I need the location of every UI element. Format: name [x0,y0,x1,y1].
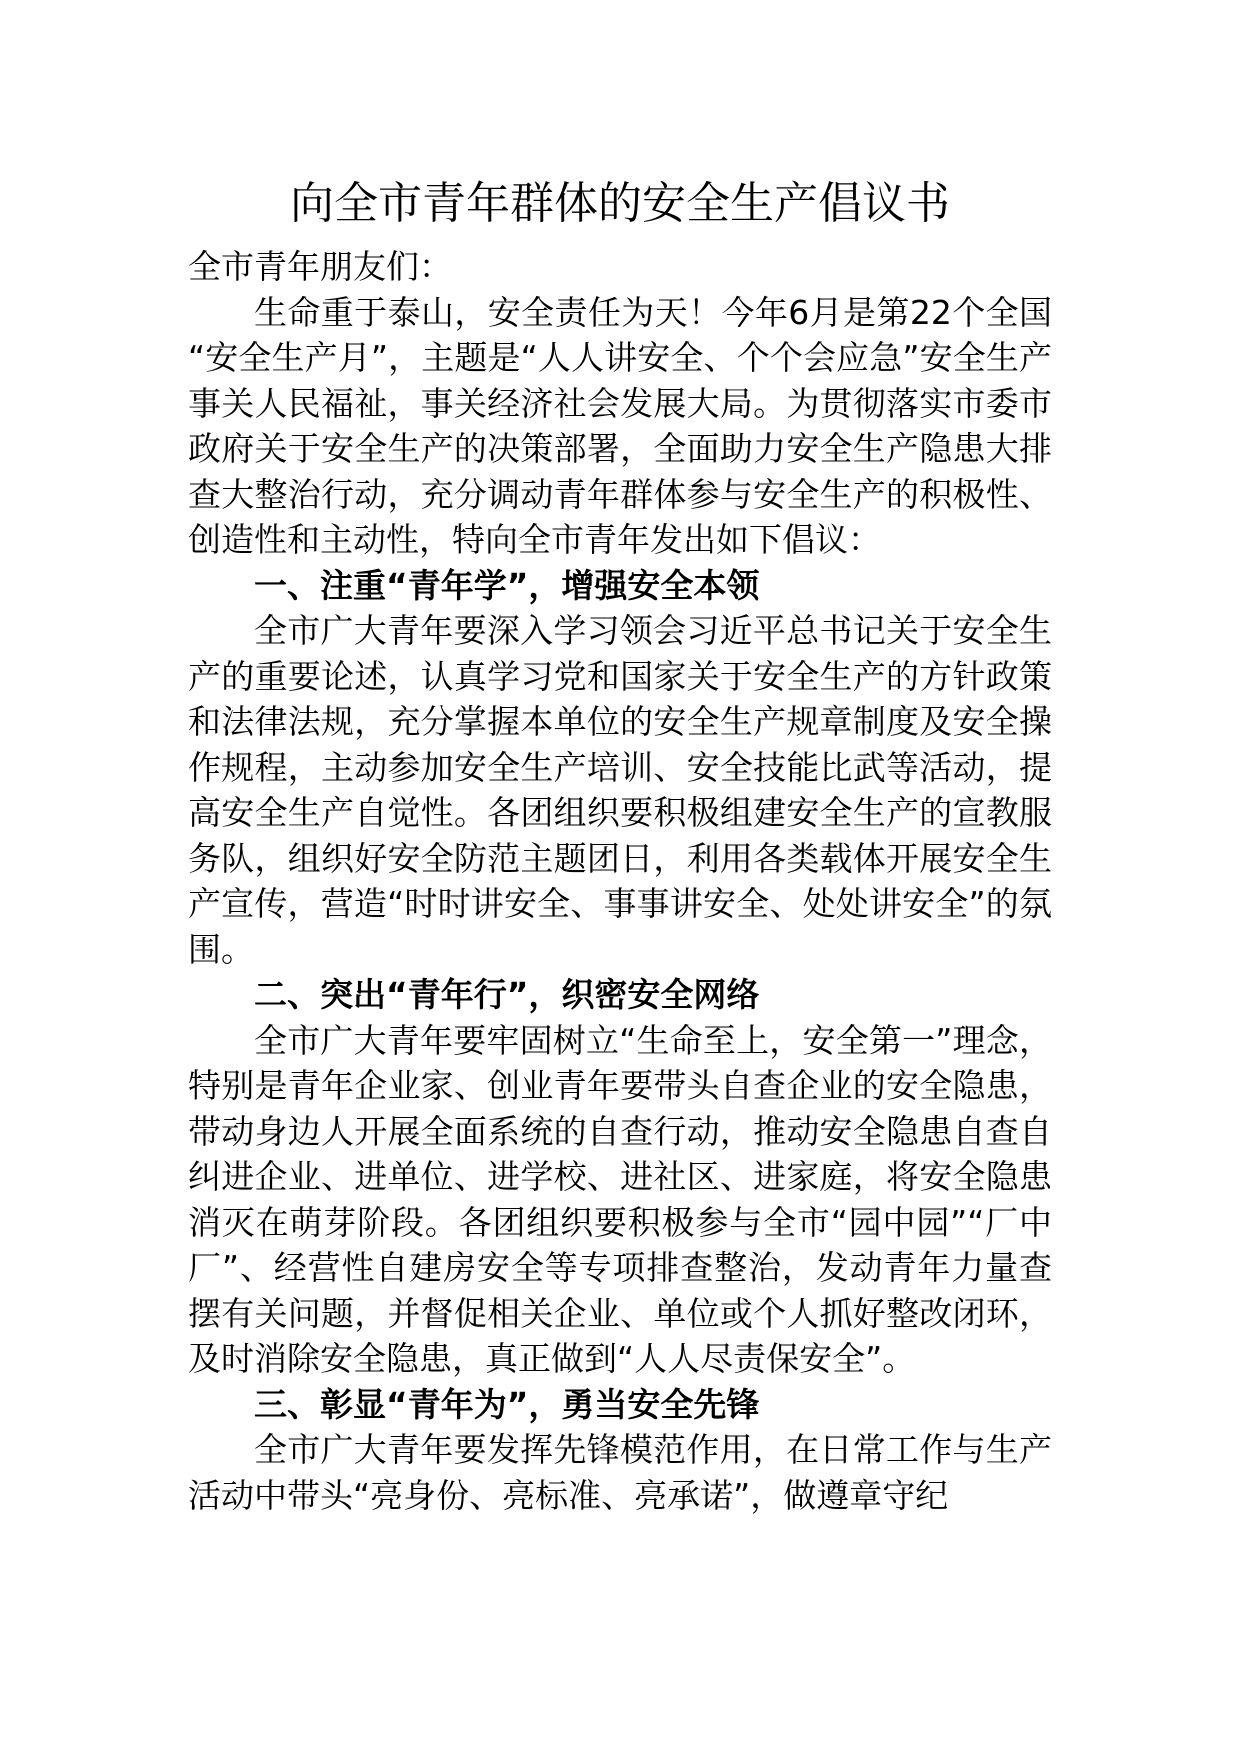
section-heading-2: 二、突出“青年行”，织密安全网络 [254,975,760,1014]
intro-paragraph: 生命重于泰山，安全责任为天！今年6月是第22个全国“安全生产月”，主题是“人人讲安全、个个会应急”安全生产事关人民福祉，事关经济社会发展大局。为贯彻落实市委市政府关于安全生产的决策部署，全面助力安全生产隐患大排查大整治行动，充分调动青年群体参与安全生产的积极性、创造性和主动性，特向全市青年发出如下倡议： [188,292,1052,559]
section-body-3: 全市广大青年要发挥先锋模范作用，在日常工作与生产活动中带头“亮身份、亮标准、亮承诺”，做遵章守纪 [188,1430,1052,1515]
section-heading-3: 三、彰显“青年为”，勇当安全先锋 [254,1384,760,1424]
section-body-2: 全市广大青年要牢固树立“生命至上，安全第一”理念，特别是青年企业家、创业青年要带头自查企业的安全隐患，带动身边人开展全面系统的自查行动，推动安全隐患自查自纠进企业、进单位、进学校、进社区、进家庭，将安全隐患消灭在萌芽阶段。各团组织要积极参与全市“园中园”“厂中厂”、经营性自建房安全等专项排查整治，发动青年力量查摆有关问题，并督促相关企业、单位或个人抓好整改闭环，及时消除安全隐患，真正做到“人人尽责保安全”。 [188,1020,1052,1378]
section-heading-1: 一、注重“青年学”，增强安全本领 [254,565,760,605]
salutation: 全市青年朋友们： [188,247,452,286]
section-body-1: 全市广大青年要深入学习领会习近平总书记关于安全生产的重要论述，认真学习党和国家关于安全生产的方针政策和法律法规，充分掌握本单位的安全生产规章制度及安全操作规程，主动参加安全生产培训、安全技能比武等活动，提高安全生产自觉性。各团组织要积极组建安全生产的宣教服务队，组织好安全防范主题团日，利用各类载体开展安全生产宣传，营造“时时讲安全、事事讲安全、处处讲安全”的氛围。 [188,611,1052,969]
document-body [188,168,1052,1518]
document-title: 向全市青年群体的安全生产倡议书 [290,178,950,229]
